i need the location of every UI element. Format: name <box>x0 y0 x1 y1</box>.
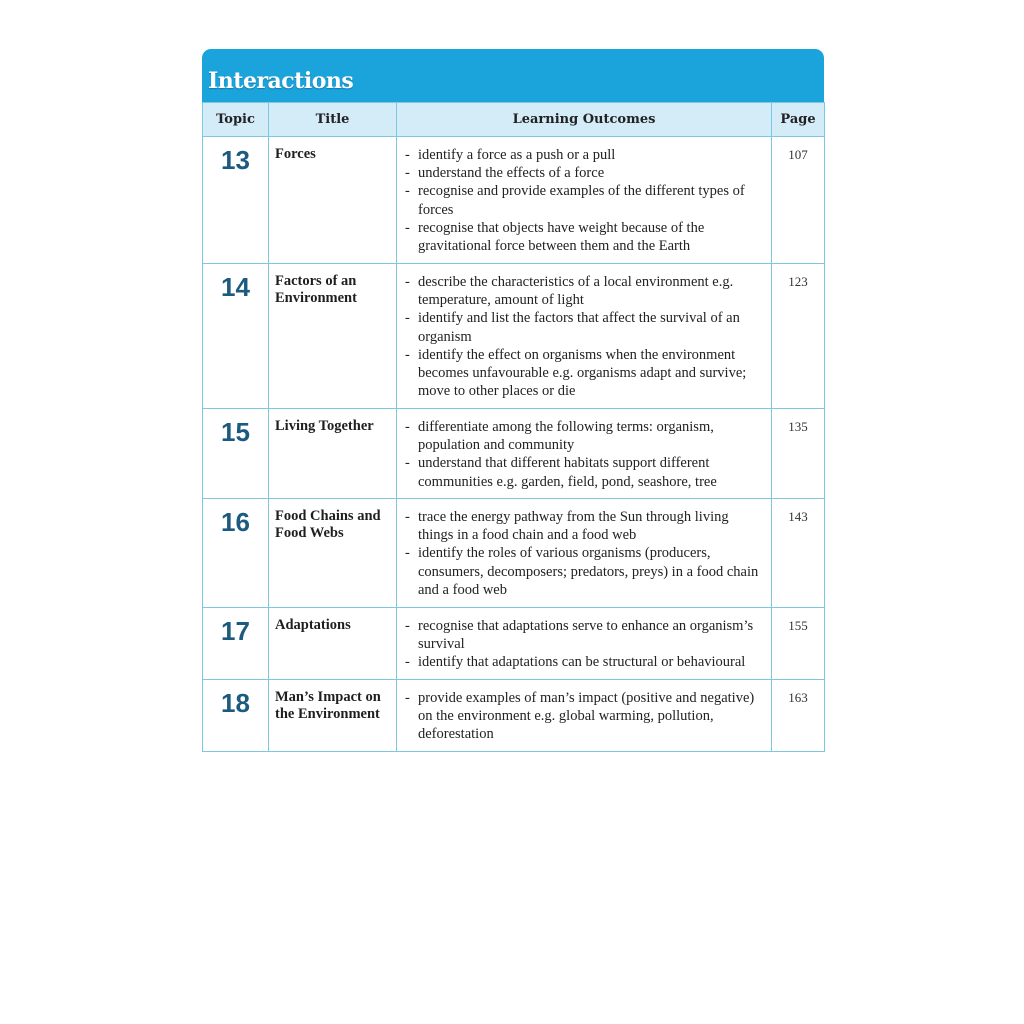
page-number: 163 <box>772 680 825 752</box>
topic-number: 14 <box>203 264 269 409</box>
page-number: 123 <box>772 264 825 409</box>
topic-number: 15 <box>203 409 269 499</box>
learning-outcomes <box>397 680 772 752</box>
learning-outcomes <box>397 409 772 499</box>
learning-outcomes <box>397 608 772 680</box>
topic-number: 16 <box>203 499 269 608</box>
table-row <box>203 499 825 608</box>
outcome-item: - recognise that objects have weight because of the gravitational force between them and the Earth <box>403 219 767 255</box>
topic-number: 17 <box>203 608 269 680</box>
outcome-item: - identify the effect on organisms when the environment becomes unfavourable e.g. organisms adapt and survive; move to other places or die <box>403 346 767 401</box>
table-row <box>203 409 825 499</box>
topic-number: 18 <box>203 680 269 752</box>
outcome-item: - trace the energy pathway from the Sun through living things in a food chain and a food web <box>403 508 767 544</box>
outcome-item: - understand that different habitats support different communities e.g. garden, field, pond, seashore, tree <box>403 454 767 490</box>
outcome-item: - provide examples of man’s impact (positive and negative) on the environment e.g. global warming, pollution, deforestation <box>403 689 767 744</box>
outcome-item: - understand the effects of a force <box>403 164 767 182</box>
table-row <box>203 137 825 264</box>
learning-outcomes <box>397 499 772 608</box>
outcome-item: - describe the characteristics of a local environment e.g. temperature, amount of light <box>403 273 767 309</box>
learning-outcomes <box>397 137 772 264</box>
topic-title: Food Chains and Food Webs <box>269 499 397 608</box>
table-row <box>203 680 825 752</box>
page-number: 135 <box>772 409 825 499</box>
outcome-item: - identify and list the factors that affect the survival of an organism <box>403 309 767 345</box>
table-row <box>203 264 825 409</box>
outcome-item: - differentiate among the following terms: organism, population and community <box>403 418 767 454</box>
outcome-item: - recognise that adaptations serve to enhance an organism’s survival <box>403 617 767 653</box>
topic-title: Adaptations <box>269 608 397 680</box>
table-row <box>203 608 825 680</box>
topics-table <box>202 102 825 752</box>
header-page: Page <box>772 103 825 137</box>
interactions-section <box>202 49 824 752</box>
section-title: Interactions <box>208 68 354 94</box>
header-topic: Topic <box>203 103 269 137</box>
learning-outcomes <box>397 264 772 409</box>
outcome-item: - identify that adaptations can be structural or behavioural <box>403 653 767 671</box>
outcome-item: - recognise and provide examples of the different types of forces <box>403 182 767 218</box>
topic-title: Living Together <box>269 409 397 499</box>
header-title: Title <box>269 103 397 137</box>
header-learning-outcomes: Learning Outcomes <box>397 103 772 137</box>
table-header-row <box>203 103 825 137</box>
outcome-item: - identify a force as a push or a pull <box>403 146 767 164</box>
topic-title: Factors of an Environment <box>269 264 397 409</box>
outcome-item: - identify the roles of various organisms (producers, consumers, decomposers; predators, preys) in a food chain and a food web <box>403 544 767 599</box>
topic-number: 13 <box>203 137 269 264</box>
section-banner <box>202 49 824 102</box>
page-number: 107 <box>772 137 825 264</box>
page-number: 155 <box>772 608 825 680</box>
topic-title: Man’s Impact on the Environment <box>269 680 397 752</box>
page-number: 143 <box>772 499 825 608</box>
topic-title: Forces <box>269 137 397 264</box>
